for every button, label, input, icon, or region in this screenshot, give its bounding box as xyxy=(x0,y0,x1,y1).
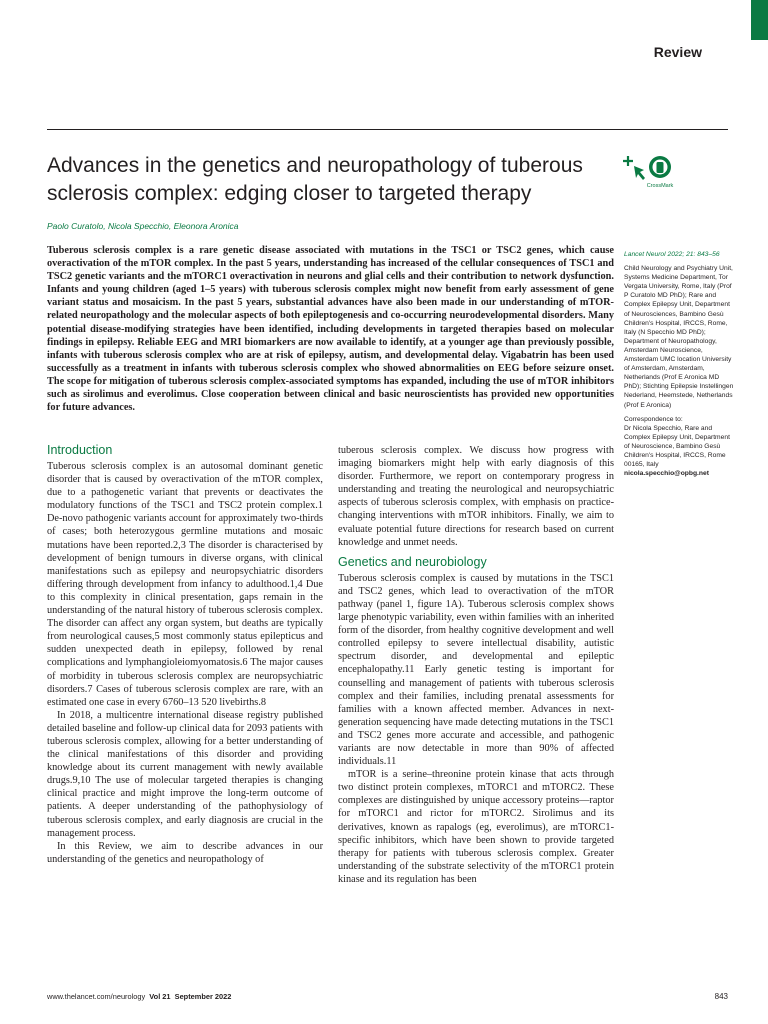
page-number: 843 xyxy=(714,992,728,1001)
footer-journal-info xyxy=(47,992,231,1001)
crossmark-badge[interactable] xyxy=(622,154,674,190)
abstract: Tuberous sclerosis complex is a rare genetic disease associated with mutations in the TSC1 or TSC2 genes, which cause overactivation of the mTOR complex. In the past 5 years, understanding has increased of the cellular consequences of TSC1 and TSC2 genetic variants and the mTORC1 overactivation in neurons and glial cells and their contribution to network dysfunction. Infants and young children (aged 1–5 years) with tuberous sclerosis complex might now benefit from early assessment of gene variant status and mosaicism. In the past 5 years, substantial advances have also been made in our understanding of mTOR-related neuropathology and the molecular aspects of both epileptogenesis and co-occurring neurodevelopmental disorders. Many potential disease-modifying strategies have been identified, including developments in targeted therapies based on molecular findings in epilepsy. Reliable EEG and MRI biomarkers are now available to identify, at a younger age than previously possible, infants with tuberous sclerosis complex who are at risk of epilepsy, autism, and developmental delay. Vigabatrin has been used successfully as a treatment in infants with tuberous sclerosis complex who showed abnormalities on EEG before seizure onset. The scope for mitigation of tuberous sclerosis complex-associated symptoms has expanded, including the use of mTOR inhibitors such as sirolimus and everolimus. Close cooperation between clinical and basic neuroscientists has provided new opportunities for future advances. xyxy=(47,245,614,414)
correspondence-label: Correspondence to: xyxy=(624,415,683,423)
correspondence-address: Dr Nicola Specchio, Rare and Complex Epilepsy Unit, Department of Neuroscience, Bambino Gesù Children's Hospital, IRCCS, Rome 00165, Italy xyxy=(624,424,730,469)
section-label: Review xyxy=(653,44,702,60)
header-rule xyxy=(47,129,728,130)
paragraph: Tuberous sclerosis complex is caused by mutations in the TSC1 and TSC2 genes, which lead to overactivation of the mTOR pathway (panel 1, figure 1A). Tuberous sclerosis complex shows large phenotypic variability, even within families with an inherited form of the disorder, from healthy cognitive development and well controlled epilepsy to severe intellectual disability, autistic spectrum disorder, and developmental and epileptic encephalopathy.11 Early genetic testing is important for counselling and management of patients with tuberous sclerosis complex and their families, including prenatal assessments for families with a known affected member. Advances in next-generation sequencing have made detecting mutations in the TSC1 and TSC2 genes more accurate and accessible, and pathogenic variants are now detectable in more than 90% of affected individuals.11 xyxy=(338,572,614,768)
body-column-left xyxy=(47,443,323,866)
paragraph: Tuberous sclerosis complex is an autosomal dominant genetic disorder that is caused by overactivation of the mTOR complex, due to a pathogenetic variant that prevents or deactivates the modulatory functions of the TSC1 and TSC2 protein complex.1 De-novo pathogenic variants account for approximately two-thirds of cases; both heterozygous germline mutations and mosaic mutations have been reported.2,3 The disorder is characterised by development of benign tumours in diverse organs, with clinical manifestations such as epilepsy and neuropsychiatric disorders differing through development from infancy to adulthood.1,4 Due to this complexity in clinical presentation, gaps remain in the understanding of the natural history of tuberous sclerosis complex. The disorder can affect any organ system, but deaths are typically from neurological causes,5 most commonly status epilepticus and sudden unexpected death in epilepsy, followed by renal complications and lymphangioleiomyomatosis.6 The major causes of morbidity in tuberous sclerosis complex are neuropsychiatric disorders.7 Cases of tuberous sclerosis complex are rare, with an estimated one case in every 6760–13 520 livebirths.8 xyxy=(47,461,323,708)
volume: Vol 21 xyxy=(149,992,171,1001)
svg-text:CrossMark: CrossMark xyxy=(646,183,674,189)
sidebar xyxy=(624,250,736,483)
affiliations: Child Neurology and Psychiatry Unit, Systems Medicine Department, Tor Vergata University, Rome, Italy (Prof P Curatolo MD PhD); Rare and Complex Epilepsy Unit, Department of Neurosciences, Bambino Gesù Children's Hospital, IRCCS, Rome, Italy (N Specchio MD PhD); Department of Neuropathology, Amsterdam Neuroscience, Amsterdam UMC location University of Amsterdam, Amsterdam, Netherlands (Prof E Aronica MD PhD); Stichting Epilepsie Instellingen Nederland, Heemstede, Netherlands (Prof E Aronica) xyxy=(624,265,734,409)
section-heading-genetics: Genetics and neurobiology xyxy=(338,554,487,569)
paragraph: In this Review, we aim to describe advances in our understanding of the genetics and neuropathology of xyxy=(47,840,323,865)
journal-url[interactable]: www.thelancet.com/neurology xyxy=(47,992,146,1001)
paragraph: tuberous sclerosis complex. We discuss how progress with imaging biomarkers might help with early diagnosis of this disorder. Furthermore, we report on contemporary progress in understanding and treating the neurological and neuropsychiatric aspects of tuberous sclerosis complex, with emphasis on practice-changing interventions with mTOR inhibitors. Finally, we aim to evaluate potential future directions for research based on current knowledge and unmet needs. xyxy=(338,445,614,548)
issue-date: September 2022 xyxy=(174,992,232,1001)
citation: Lancet Neurol 2022; 21: 843–56 xyxy=(624,251,720,258)
crossmark-icon xyxy=(622,154,674,190)
section-heading-introduction: Introduction xyxy=(47,443,113,457)
correspondence-email[interactable]: nicola.specchio@opbg.net xyxy=(624,470,709,478)
author-list: Paolo Curatolo, Nicola Specchio, Eleonora Aronica xyxy=(47,221,239,231)
body-column-right xyxy=(338,444,614,886)
article-title: Advances in the genetics and neuropathology of tuberous sclerosis complex: edging closer to targeted therapy xyxy=(47,154,583,205)
paragraph: mTOR is a serine–threonine protein kinase that acts through two distinct protein complexes, mTORC1 and mTORC2. These complexes are distinguished by unique accessory proteins—raptor for mTORC1 and rictor for mTORC2. Sirolimus and its derivatives, known as rapalogs (eg, everolimus), are mTORC1-specific inhibitors, which have been shown to provide targeted therapy for patients with tuberous sclerosis complex. Greater understanding of the substrate selectivity of the mTORC1 protein kinase and its regulation has been xyxy=(338,769,614,885)
journal-color-bar xyxy=(751,0,768,40)
paragraph: In 2018, a multicentre international disease registry published detailed baseline and follow-up clinical data for 2093 patients with tuberous sclerosis complex, allowing for a better understanding of the clinical manifestations of this disorder and providing knowledge about its current management with newly available drugs.9,10 The use of molecular targeted therapies is changing clinical practice and might improve the long-term outcome of patients. A deeper understanding of the pathophysiology of tuberous sclerosis complex, and early diagnosis are crucial in the management process. xyxy=(47,709,323,839)
